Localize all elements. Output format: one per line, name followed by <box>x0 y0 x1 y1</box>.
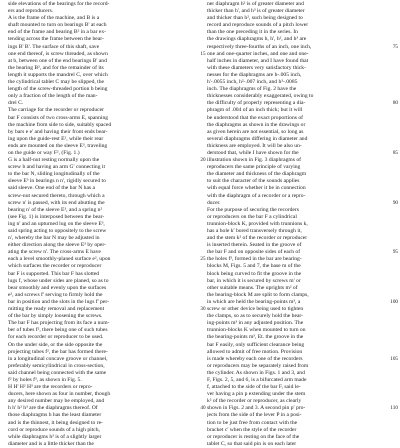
text-line: the clamps, so as to securely hold the bear- <box>207 313 304 320</box>
text-line: nesses for the diaphragms are h-.005 inch, <box>207 71 302 78</box>
text-line: bar F consists of two cross-arms E, spanning <box>8 114 109 121</box>
text-line: jects from the side of the lever P in a posi- <box>207 412 302 419</box>
text-line: those diaphragms h has the least diameter <box>8 412 102 419</box>
text-line: the bearing B², and for the remainder of its <box>8 64 104 71</box>
text-line: shaft mounted to turn on bearings B' at each <box>8 22 107 29</box>
text-line: said channel being connected with the same <box>8 369 107 376</box>
text-line: the bar F and on opposite sides of each of <box>207 249 301 256</box>
text-line: in a longitudinal concave groove or channel, <box>8 355 108 362</box>
text-line: the cylindrical tablet C may be slipped, the <box>8 79 104 86</box>
text-line: blocks M, Figs. 5 and 7, the base m of the <box>207 263 301 270</box>
text-line: by bars e e' and having their front ends bear- <box>8 128 108 135</box>
text-line: or reproducers on the bar F a cylindrical <box>207 213 297 220</box>
margin-line-numbers <box>386 1 398 412</box>
text-line: thicker than h', and h³ is of greater diameter <box>207 8 305 15</box>
text-line: said sleeve. One end of the bar N has a <box>8 185 95 192</box>
line-number: 75 <box>392 43 398 50</box>
text-line: tending across the frame between the bear- <box>8 36 104 43</box>
text-line: length it supports the mandrel C, over which <box>8 71 108 78</box>
text-line: bracket c' when the style of the recorder <box>207 426 297 433</box>
text-line: h'-.0055 inch, h²-.007 inch, and h³-.0085 <box>207 79 298 86</box>
text-line: several diaphragms differing in diameter and <box>207 135 308 142</box>
text-line: f, attached to the side of the bar F, said le- <box>207 384 301 391</box>
text-line: allowed to admit of free motion. Provision <box>207 348 303 355</box>
text-line: ends are mounted on the sleeve E³, traveling <box>8 142 108 149</box>
text-line: tablet C, so that said pin is on each later <box>207 440 297 447</box>
text-line: end of the frame and bearing B² in a bar ex- <box>8 29 106 36</box>
text-line: the drawings diaphragms h, h', h², and h³ are <box>207 36 307 43</box>
text-line: phragm of .004 of an inch thick; but it will <box>207 107 303 114</box>
line-number: 90 <box>392 199 398 206</box>
line-number: 25 <box>200 256 206 263</box>
text-line: tion to be just free from contact with the <box>207 419 298 426</box>
gutter-line-numbers <box>199 1 207 412</box>
text-line: The bar F has projecting from its face a num- <box>8 320 110 327</box>
text-line: diameter and is a little thicker than the <box>8 440 94 447</box>
text-line: bar in position and the slots in the lugs f' per- <box>8 298 109 305</box>
text-line: A is the frame of the machine, and B is a <box>8 15 100 22</box>
text-line: illustration shown in Fig. 3 diaphragms of <box>207 157 302 164</box>
text-line: bar, in which it is secured by screws m' or <box>207 277 301 284</box>
right-text-column <box>207 1 393 448</box>
text-line: or reproducers may be separately raised from <box>207 362 309 369</box>
text-line: the machine from side to side, suitably spaced <box>8 121 112 128</box>
text-line: bearing n' of the sleeve E³, and a spring n² <box>8 206 103 213</box>
text-line: ver having a pin p extending under the stem <box>207 391 306 398</box>
line-number: 105 <box>390 355 398 362</box>
text-line: cord or reproduce sounds of a high pitch, <box>8 426 100 433</box>
text-line: screw b and having an arm G' connecting it <box>8 164 106 171</box>
text-line: e², and screws f' serving to firmly hold the <box>8 291 103 298</box>
text-line: the holes f³, formed in the bar are bearing- <box>207 256 302 263</box>
text-line: which surfaces the recorder or reproducer <box>8 263 102 270</box>
text-line: derstood that, while I have shown for the <box>207 149 299 156</box>
text-line: one and one-quarter inches, and one and one- <box>207 50 309 57</box>
line-number: 40 <box>200 405 206 412</box>
text-line: n', whereby the bar N may be adjusted in <box>8 235 100 242</box>
text-line: for each recorder or reproducer to be used. <box>8 334 104 341</box>
text-line: ber of tubes f², there being one of such tubes <box>8 327 108 334</box>
text-line: either direction along the sleeve E³ by oper- <box>8 242 107 249</box>
text-line: trunnion-block K, provided with trunnions k, <box>207 220 308 227</box>
text-line: H H' H² H³ are the recorders or repro- <box>8 384 93 391</box>
text-line: reproducers the same principle of varying <box>207 164 301 171</box>
text-line: be understood that the exact proportions of <box>207 114 304 121</box>
text-line: in which are held the bearing-points m³, a <box>207 298 301 305</box>
text-line: the diameter and thickness of the diaphragm <box>207 171 307 178</box>
text-line: on the guide or way F², (Fig. 1.) <box>8 149 80 156</box>
text-line: is made whereby each one of the recorders <box>207 355 303 362</box>
text-line: to the bar N, sliding longitudinally of the <box>8 171 100 178</box>
text-line: the cylinder. As shown in Figs. 1 and 3, and <box>207 369 305 376</box>
line-number: 110 <box>390 405 398 412</box>
text-line: while diaphragms h³ is of a slightly larger <box>8 433 102 440</box>
text-line: ing n' and an upturned lug on the sleeve E³, <box>8 220 105 227</box>
text-line: has a hole k' bored transversely through it, <box>207 228 302 234</box>
text-line: each a level smoothly-planed surface e², upon <box>8 256 111 263</box>
line-number: 85 <box>392 149 398 156</box>
text-line: h h' h² h³ are the diaphragms thereof. Of <box>8 405 98 412</box>
text-line: screw n' is passed, with its end abutting the <box>8 199 105 206</box>
text-line: side elevations of the bearings for the record- <box>8 1 110 7</box>
text-line: thickness are employed. It will be also un- <box>207 142 302 149</box>
line-number: 80 <box>392 100 398 107</box>
line-number: 95 <box>392 249 398 256</box>
text-line: ducers, here shown as four in number, though <box>8 391 111 398</box>
text-line: than the one preceding it in the series. In <box>207 29 298 36</box>
text-line: For the purpose of securing the recorders <box>207 206 299 213</box>
text-line: ing-points m³ in any adjusted position. The <box>207 320 304 327</box>
line-number: 30 <box>200 306 206 313</box>
text-line: screw or other device being used to tighten <box>207 306 304 313</box>
text-line: thicknesses considerably exaggerated, owing to <box>207 93 314 100</box>
text-line: ating the screw n'. The cross-arms E have <box>8 249 101 256</box>
text-line: G is a half-nut resting normally upon the <box>8 157 100 164</box>
text-line: the bearing-block M are split to form clamps, <box>207 291 309 298</box>
text-line: (see Fig. 1) is interposed between the bear- <box>8 213 105 220</box>
left-text-column <box>8 1 200 448</box>
text-line: other suitable means. The uprights m² of <box>207 284 298 291</box>
text-line: the diaphragms as shown in the drawings or <box>207 121 306 128</box>
text-line: On the under side, or the side opposite the <box>8 341 103 348</box>
text-line: with these diameters very satisfactory thick- <box>207 64 306 71</box>
text-line: bar F is supported. This bar F has slotted <box>8 270 100 277</box>
line-number: 100 <box>390 298 398 305</box>
text-line: ner diaphragm h² is of greater diameter and <box>207 1 304 7</box>
line-number: 15 <box>200 50 206 57</box>
text-line: with equal force whether it be in connection <box>207 185 306 192</box>
text-line: trunnion-blocks K when mounted to turn on <box>207 327 306 334</box>
text-line: length of the screw-threaded portion b being <box>8 86 108 93</box>
text-line: f² by holes f³, as shown in Fig. 5. <box>8 376 82 383</box>
text-line: respectively three-fourths of an inch, one inch, <box>207 43 312 50</box>
text-line: and is the thinnest, it being designed to re- <box>8 419 103 426</box>
text-line: The carriage for the recorder or reproducer <box>8 107 104 114</box>
text-line: bar F easily, only sufficient clearance being <box>207 341 305 348</box>
text-line: bear smoothly and evenly upon the surfaces <box>8 284 107 291</box>
text-line: only a fraction of the length of the man- <box>8 93 98 100</box>
text-line: k² of the recorder or reproducer, as clearly <box>207 398 302 405</box>
text-line: screw-nut secured thereto, through which a <box>8 192 105 199</box>
text-line: mitting the ready removal and replacement <box>8 306 105 313</box>
text-line: as given herein are not essential, so long as <box>207 128 304 135</box>
text-line: ings B' B'. The surface of this shaft, save <box>8 43 100 50</box>
text-line: drel C. <box>8 100 24 107</box>
text-line: of the bar by simply loosening the screws. <box>8 313 103 320</box>
text-line: and thicker than h², such being designed to <box>207 15 303 22</box>
text-line: the difficulty of properly representing a dia- <box>207 100 306 107</box>
text-line: shown in Figs. 2 and 3. A second pin p' pro- <box>207 405 306 412</box>
text-line: record and reproduce sounds of a pitch lower <box>207 22 309 29</box>
text-line: any desired number may be employed, and <box>8 398 105 405</box>
text-line: the bearing-points m³, Et. the groove in the <box>207 334 304 341</box>
text-line: one end thereof, is screw threaded, as shown <box>8 50 108 57</box>
text-line: inch. The diaphragms of Fig. 2 have the <box>207 86 297 93</box>
text-line: sleeve E³ in bearings n n', rigidly secured to <box>8 178 106 185</box>
text-line: said spring acting to oppositely to the screw <box>8 228 107 234</box>
text-line: F, Figs. 2, 5, and 6, is a bifurcated arm made <box>207 376 307 383</box>
text-line: and the stem k² of the recorder or reproducer <box>207 235 308 242</box>
text-line: or reproducer is resting on the face of the <box>207 433 300 440</box>
text-line: is inserted therein. Seated in the groove of <box>207 242 302 249</box>
text-line: ing upon the guide-rest E², while their rear <box>8 135 104 142</box>
text-line: block being curved to fit the groove in the <box>207 270 302 277</box>
text-line: ducer. <box>207 199 221 206</box>
text-line: preferably semicylindrical in cross-section, <box>8 362 105 369</box>
line-number: 20 <box>200 157 206 164</box>
text-line: at b, between one of the end bearings B' and <box>8 57 107 64</box>
text-line: with the diaphragm of a recorder or a repro- <box>207 192 306 199</box>
text-line: ers and reproducers. <box>8 8 54 15</box>
text-line: lugs f, whose under sides are planed, so as to <box>8 277 109 284</box>
text-line: half inches in diameter, and I have found that <box>207 57 309 64</box>
text-line: to suit the character of the sounds applies <box>207 178 300 185</box>
text-line: projecting tubes f², the bar has formed there- <box>8 348 108 355</box>
